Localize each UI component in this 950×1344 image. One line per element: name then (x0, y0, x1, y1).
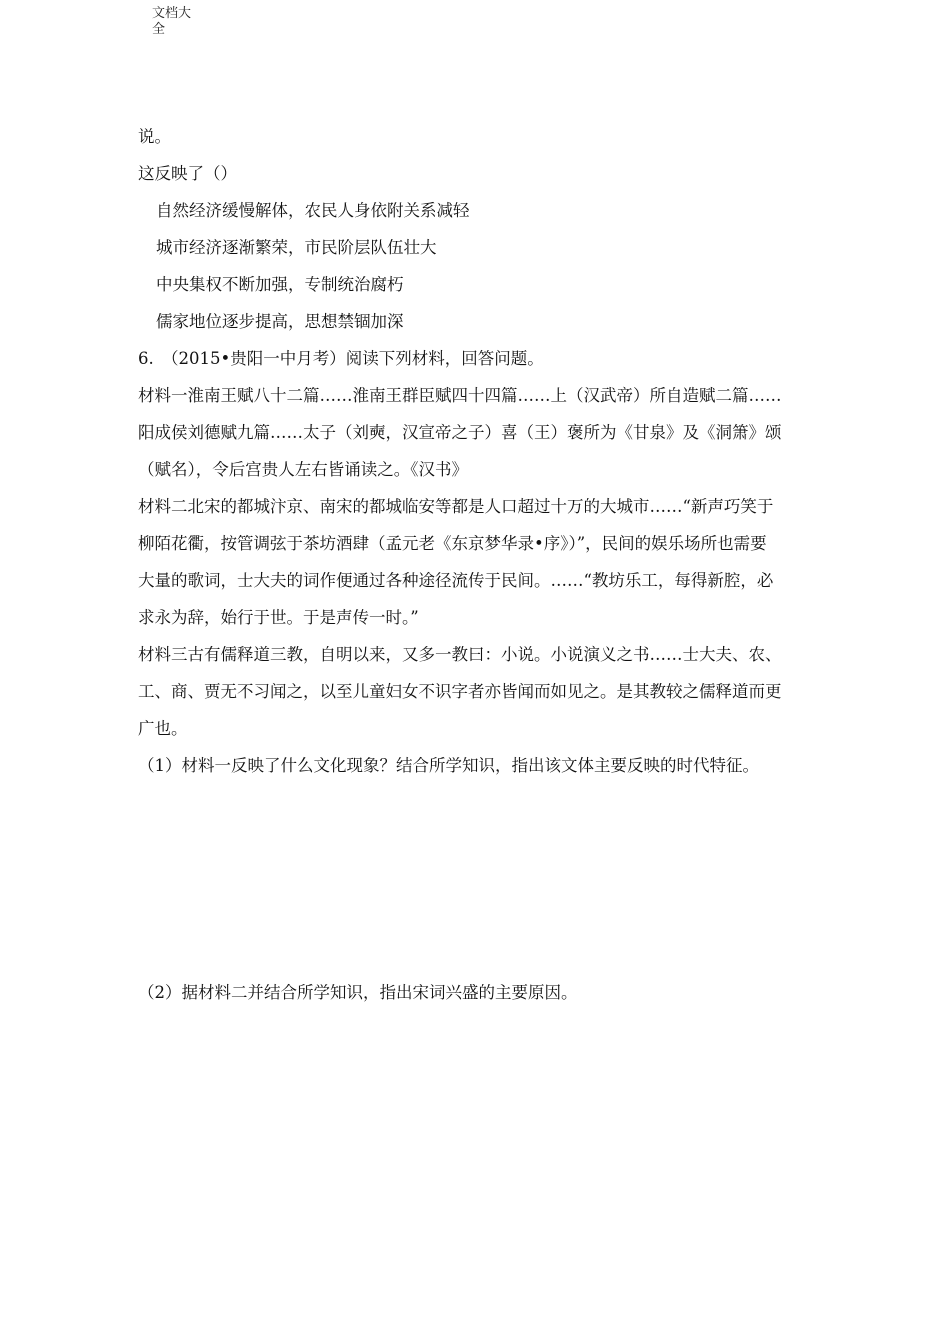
material-2-line: 求永为辞，始行于世。于是声传一时。” (138, 608, 419, 627)
material-3-line: 材料三古有儒释道三教，自明以来，又多一教曰：小说。小说演义之书……士大夫、农、 (138, 645, 782, 664)
sub-question-2: （2）据材料二并结合所学知识，指出宋词兴盛的主要原因。 (138, 983, 578, 1002)
header-line-1: 文档大 (152, 6, 192, 21)
material-1-line: 材料一淮南王赋八十二篇……淮南王群臣赋四十四篇……上（汉武帝）所自造赋二篇…… (138, 386, 782, 405)
option-c: 中央集权不断加强，专制统治腐朽 (156, 275, 404, 294)
sub-question-1: （1）材料一反映了什么文化现象？结合所学知识，指出该文体主要反映的时代特征。 (138, 756, 759, 775)
question-6-title: 6. （2015•贵阳一中月考）阅读下列材料，回答问题。 (138, 349, 544, 368)
header-line-2: 全 (152, 22, 166, 37)
material-1-line: （赋名），令后宫贵人左右皆诵读之。《汉书》 (138, 460, 468, 479)
material-2-line: 柳陌花衢，按管调弦于茶坊酒肆（孟元老《东京梦华录•序》）”，民间的娱乐场所也需要 (138, 534, 767, 553)
question-stem: 这反映了（） (138, 164, 237, 183)
option-b: 城市经济逐渐繁荣，市民阶层队伍壮大 (156, 238, 437, 257)
material-3-line: 广也。 (138, 719, 188, 738)
document-body (138, 118, 818, 747)
option-d: 儒家地位逐步提高，思想禁锢加深 (156, 312, 404, 331)
page-header (152, 6, 212, 38)
material-1-line: 阳成侯刘德赋九篇……太子（刘奭，汉宣帝之子）喜（王）褒所为《甘泉》及《洞箫》颂 (138, 423, 782, 442)
option-a: 自然经济缓慢解体，农民人身依附关系减轻 (156, 201, 470, 220)
material-2-line: 大量的歌词，士大夫的词作便通过各种途径流传于民间。……“教坊乐工，每得新腔，必 (138, 571, 774, 590)
text-line: 说。 (138, 127, 171, 146)
material-3-line: 工、商、贾无不习闻之，以至儿童妇女不识字者亦皆闻而如见之。是其教较之儒释道而更 (138, 682, 782, 701)
material-2-line: 材料二北宋的都城汴京、南宋的都城临安等都是人口超过十万的大城市……“新声巧笑于 (138, 497, 774, 516)
